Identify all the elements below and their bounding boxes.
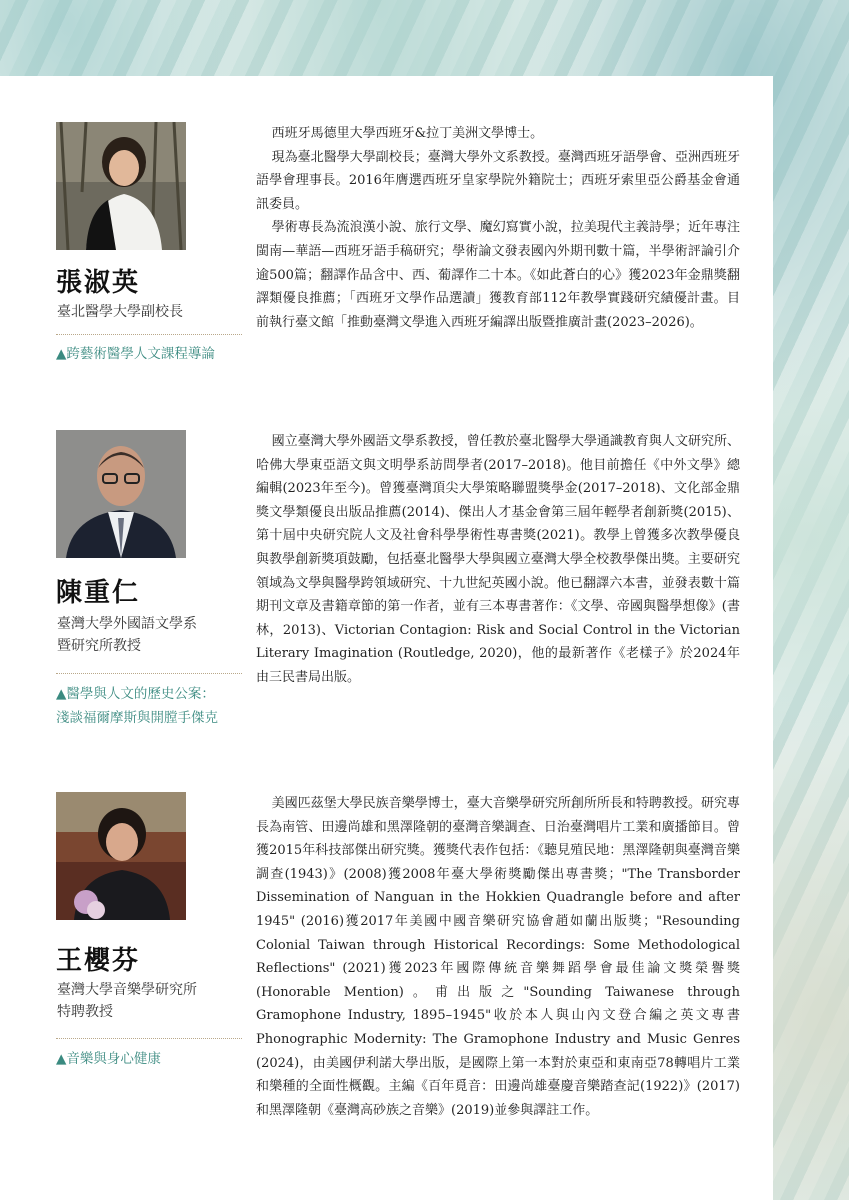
bio-paragraph: 現為臺北醫學大學副校長；臺灣大學外文系教授。臺灣西班牙語學會、亞洲西班牙語學會理事長。2016年膺選西班牙皇家學院外籍院士；西班牙索里亞公爵基金會通訊委員。	[256, 149, 740, 212]
divider	[56, 1038, 242, 1039]
course-title: ▲音樂與身心健康	[56, 1051, 161, 1067]
speaker-title: 特聘教授	[57, 1004, 113, 1020]
speaker-photo	[56, 122, 186, 250]
speaker-photo	[56, 430, 186, 558]
divider	[56, 673, 242, 674]
content-panel	[0, 76, 773, 1200]
speaker-bio	[256, 122, 740, 334]
speaker-bio	[256, 430, 740, 690]
speaker-name: 張淑英	[56, 268, 141, 298]
course-title: ▲跨藝術醫學人文課程導論	[56, 346, 215, 362]
speaker-name: 王櫻芬	[56, 946, 141, 976]
speaker-title: 臺北醫學大學副校長	[57, 304, 183, 320]
speaker-bio	[256, 792, 740, 1122]
divider	[56, 334, 242, 335]
speaker-title: 暨研究所教授	[57, 638, 141, 654]
bio-paragraph: 學術專長為流浪漢小說、旅行文學、魔幻寫實小說，拉美現代主義詩學；近年專注閩南—華語—西班牙語手稿研究；學術論文發表國內外期刊數十篇，半學術評論引介逾500篇；翻譯作品含中、西、葡譯作二十本。《如此蒼白的心》獲2023年金鼎獎翻譯類優良推薦；「西班牙文學作品選讀」獲教育部112年教學實踐研究績優計畫。目前執行臺文館「推動臺灣文學進入西班牙編譯出版暨推廣計畫(2023–2026)。	[256, 220, 740, 330]
speaker-title: 臺灣大學外國語文學系	[57, 616, 197, 632]
speaker-name: 陳重仁	[56, 578, 141, 608]
course-title: 淺談福爾摩斯與開膛手傑克	[56, 710, 218, 726]
speaker-photo	[56, 792, 186, 920]
bio-paragraph: 美國匹茲堡大學民族音樂學博士，臺大音樂學研究所創所所長和特聘教授。研究專長為南管、田邊尚雄和黑澤隆朝的臺灣音樂調查、日治臺灣唱片工業和廣播節目。曾獲2015年科技部傑出研究獎。獲獎代表作包括：《聽見殖民地：黑澤隆朝與臺灣音樂調查(1943)》(2008)獲2008年臺大學術獎勵傑出專書獎；"The Transborder Dissemination of Nanguan in the Hokkien Quadrangle before and after 1945" (2016)獲2017年美國中國音樂研究協會趙如蘭出版獎；"Resounding Colonial Taiwan through Historical Recordings: Some Methodological Reflections" (2021)獲2023年國際傳統音樂舞蹈學會最佳論文獎榮譽獎(Honorable Mention)。甫出版之"Sounding Taiwanese through Gramophone Industry, 1895–1945"收於本人與山內文登合編之英文專書Phonographic Modernity: The Gramophone Industry and Music Genres (2024)，由美國伊利諾大學出版，是國際上第一本對於東亞和東南亞78轉唱片工業和樂種的全面性概觀。主編《百年覓音：田邊尚雄臺慶音樂踏查記(1922)》(2017)和黑澤隆朝《臺灣高砂族之音樂》(2019)並參與譯註工作。	[256, 796, 740, 1118]
speaker-title: 臺灣大學音樂學研究所	[57, 982, 197, 998]
bio-paragraph: 西班牙馬德里大學西班牙&拉丁美洲文學博士。	[271, 126, 544, 141]
course-title: ▲醫學與人文的歷史公案：	[56, 686, 215, 702]
bio-paragraph: 國立臺灣大學外國語文學系教授，曾任教於臺北醫學大學通識教育與人文研究所、哈佛大學東亞語文與文明學系訪問學者(2017–2018)。他目前擔任《中外文學》總編輯(2023年至今)。曾獲臺灣頂尖大學策略聯盟獎學金(2017–2018)、文化部金鼎獎文學類優良出版品推薦(2014)、傑出人才基金會第三屆年輕學者創新獎(2015)、第十屆中央研究院人文及社會科學學術性專書獎(2021)。教學上曾獲多次教學優良與教學創新獎項鼓勵，包括臺北醫學大學與國立臺灣大學全校教學傑出獎。主要研究領域為文學與醫學跨領域研究、十九世紀英國小說。他已翻譯六本書，並發表數十篇期刊文章及書籍章節的第一作者，並有三本專書著作：《文學、帝國與醫學想像》(書林，2013)、Victorian Contagion: Risk and Social Control in the Victorian Literary Imagination (Routledge, 2020)，他的最新著作《老樣子》於2024年由三民書局出版。	[256, 434, 740, 685]
